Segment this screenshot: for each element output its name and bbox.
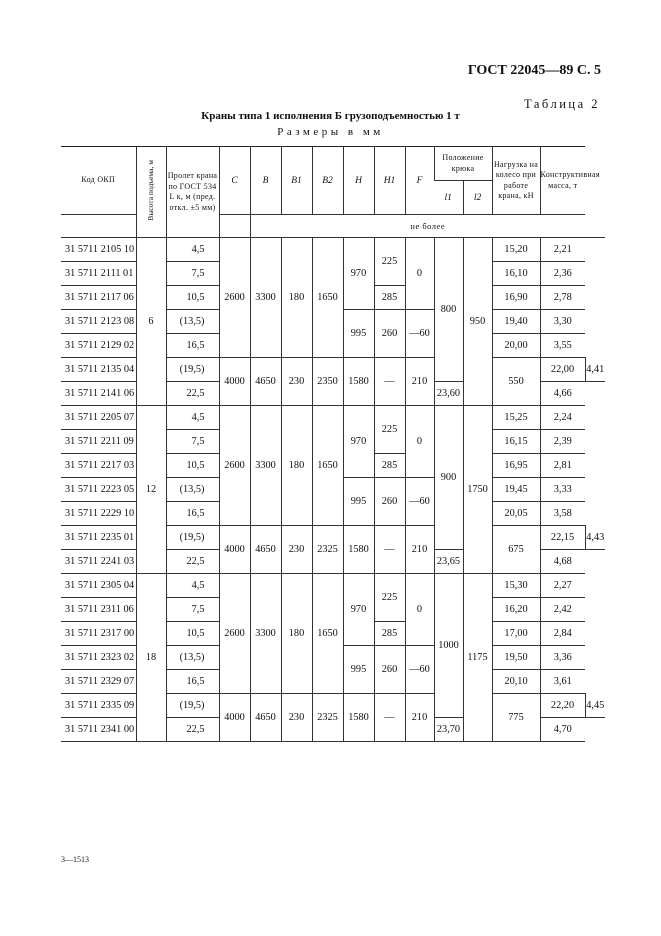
- value-H1: 225: [374, 238, 405, 286]
- design-mass: 4,68: [540, 550, 585, 574]
- okp-code: 31 5711 2305 04: [61, 574, 136, 598]
- wheel-load: 16,95: [492, 454, 540, 478]
- wheel-load: 17,00: [492, 622, 540, 646]
- page-footer: 3—1513: [61, 855, 89, 864]
- value-H1: 260: [374, 310, 405, 358]
- table-row: [61, 406, 605, 430]
- wheel-load: 20,10: [492, 670, 540, 694]
- col-wheel-load: Нагрузка на колесо при работе крана, кН: [492, 147, 540, 215]
- value-H1: 260: [374, 646, 405, 694]
- design-mass: 3,33: [540, 478, 585, 502]
- value-l1: 775: [492, 694, 540, 742]
- value-l2: 1750: [463, 406, 492, 574]
- value-H1: 260: [374, 478, 405, 526]
- value-C: 2600: [219, 238, 250, 358]
- value-B2: 2325: [312, 694, 343, 742]
- value-l1: 675: [492, 526, 540, 574]
- value-F: 210: [405, 526, 434, 574]
- design-mass: 4,70: [540, 718, 585, 742]
- design-mass: 2,42: [540, 598, 585, 622]
- value-F: 0: [405, 574, 434, 646]
- wheel-load: 19,50: [492, 646, 540, 670]
- okp-code: 31 5711 2123 08: [61, 310, 136, 334]
- design-mass: 2,36: [540, 262, 585, 286]
- design-mass: 3,30: [540, 310, 585, 334]
- header-spacer: [61, 215, 136, 238]
- design-mass: 2,24: [540, 406, 585, 430]
- design-mass: 4,43: [585, 526, 605, 550]
- value-B1: 180: [281, 574, 312, 694]
- okp-code: 31 5711 2329 07: [61, 670, 136, 694]
- value-H1: —: [374, 526, 405, 574]
- value-F: 210: [405, 694, 434, 742]
- col-span: Пролет крана по ГОСТ 534 L к, м (пред. откл. ±5 мм): [166, 147, 219, 238]
- value-F: —60: [405, 646, 434, 694]
- wheel-load: 20,00: [492, 334, 540, 358]
- col-H: H: [343, 147, 374, 215]
- design-mass: 4,45: [585, 694, 605, 718]
- wheel-load: 16,20: [492, 598, 540, 622]
- value-l1: 1000: [434, 574, 463, 718]
- okp-code: 31 5711 2341 00: [61, 718, 136, 742]
- not-more-label: не более: [250, 215, 605, 238]
- okp-code: 31 5711 2335 09: [61, 694, 136, 718]
- value-C: 4000: [219, 526, 250, 574]
- col-C: C: [219, 147, 250, 215]
- value-B2: 2350: [312, 358, 343, 406]
- wheel-load: 16,15: [492, 430, 540, 454]
- okp-code: 31 5711 2135 04: [61, 358, 136, 382]
- design-mass: 2,78: [540, 286, 585, 310]
- table-subtitle: Размеры в мм: [277, 126, 384, 138]
- value-B: 4650: [250, 358, 281, 406]
- value-H1: 225: [374, 574, 405, 622]
- value-B: 4650: [250, 694, 281, 742]
- wheel-load: 22,00: [540, 358, 585, 382]
- crane-span: 22,5: [166, 718, 219, 742]
- design-mass: 4,66: [540, 382, 585, 406]
- value-H: 995: [343, 310, 374, 358]
- design-mass: 2,81: [540, 454, 585, 478]
- design-mass: 2,27: [540, 574, 585, 598]
- design-mass: 4,41: [585, 358, 605, 382]
- value-l1: 900: [434, 406, 463, 550]
- value-B1: 230: [281, 358, 312, 406]
- crane-span: (13,5): [166, 310, 219, 334]
- value-l2: 950: [463, 238, 492, 406]
- crane-span: 10,5: [166, 622, 219, 646]
- value-F: —60: [405, 310, 434, 358]
- col-l1: l1: [434, 181, 463, 215]
- value-H1: 285: [374, 286, 405, 310]
- crane-span: (13,5): [166, 478, 219, 502]
- value-H: 1580: [343, 358, 374, 406]
- value-H: 995: [343, 478, 374, 526]
- wheel-load: 15,20: [492, 238, 540, 262]
- value-C: 4000: [219, 358, 250, 406]
- crane-span: 4,5: [166, 238, 219, 262]
- value-l2: 1175: [463, 574, 492, 742]
- wheel-load: 16,10: [492, 262, 540, 286]
- design-mass: 3,58: [540, 502, 585, 526]
- crane-span: 22,5: [166, 382, 219, 406]
- wheel-load: 20,05: [492, 502, 540, 526]
- okp-code: 31 5711 2129 02: [61, 334, 136, 358]
- table-label: Таблица 2: [524, 97, 600, 111]
- col-B2: B2: [312, 147, 343, 215]
- okp-code: 31 5711 2141 06: [61, 382, 136, 406]
- wheel-load: 23,65: [434, 550, 463, 574]
- value-B: 3300: [250, 406, 281, 526]
- wheel-load: 22,20: [540, 694, 585, 718]
- col-height: [136, 147, 166, 238]
- okp-code: 31 5711 2229 10: [61, 502, 136, 526]
- wheel-load: 15,25: [492, 406, 540, 430]
- value-H: 970: [343, 406, 374, 478]
- col-code: Код ОКП: [61, 147, 136, 215]
- value-H1: 285: [374, 622, 405, 646]
- crane-span: 10,5: [166, 454, 219, 478]
- wheel-load: 19,40: [492, 310, 540, 334]
- wheel-load: 22,15: [540, 526, 585, 550]
- table-title: Краны типа 1 исполнения Б грузоподъемностью 1 т: [201, 110, 460, 122]
- crane-span: 7,5: [166, 598, 219, 622]
- crane-span: 4,5: [166, 406, 219, 430]
- value-B: 4650: [250, 526, 281, 574]
- value-F: 210: [405, 358, 434, 406]
- okp-code: 31 5711 2241 03: [61, 550, 136, 574]
- col-B1: B1: [281, 147, 312, 215]
- value-H1: 225: [374, 406, 405, 454]
- col-H1: H1: [374, 147, 405, 215]
- wheel-load: 19,45: [492, 478, 540, 502]
- value-F: —60: [405, 478, 434, 526]
- crane-span: 16,5: [166, 334, 219, 358]
- value-B1: 230: [281, 694, 312, 742]
- wheel-load: 23,70: [434, 718, 463, 742]
- standard-header: ГОСТ 22045—89 С. 5: [467, 63, 601, 78]
- crane-span: 16,5: [166, 670, 219, 694]
- design-mass: 2,84: [540, 622, 585, 646]
- okp-code: 31 5711 2111 01: [61, 262, 136, 286]
- okp-code: 31 5711 2105 10: [61, 238, 136, 262]
- okp-code: 31 5711 2117 06: [61, 286, 136, 310]
- lift-height: 6: [136, 238, 166, 406]
- crane-span: 22,5: [166, 550, 219, 574]
- crane-span: 10,5: [166, 286, 219, 310]
- value-B2: 1650: [312, 406, 343, 526]
- lift-height: 18: [136, 574, 166, 742]
- okp-code: 31 5711 2223 05: [61, 478, 136, 502]
- okp-code: 31 5711 2317 00: [61, 622, 136, 646]
- crane-span: 16,5: [166, 502, 219, 526]
- table-row: [61, 238, 605, 262]
- okp-code: 31 5711 2205 07: [61, 406, 136, 430]
- crane-span: 7,5: [166, 430, 219, 454]
- design-mass: 2,39: [540, 430, 585, 454]
- value-l1: 550: [492, 358, 540, 406]
- crane-span: (19,5): [166, 694, 219, 718]
- value-C: 2600: [219, 406, 250, 526]
- value-H: 1580: [343, 694, 374, 742]
- crane-table: [61, 146, 605, 742]
- value-H: 995: [343, 646, 374, 694]
- crane-span: (19,5): [166, 358, 219, 382]
- col-mass: Конструктивная масса, т: [540, 147, 585, 215]
- okp-code: 31 5711 2217 03: [61, 454, 136, 478]
- value-H1: 285: [374, 454, 405, 478]
- value-H: 1580: [343, 526, 374, 574]
- lift-height: 12: [136, 406, 166, 574]
- value-l1: 800: [434, 238, 463, 382]
- col-l2: l2: [463, 181, 492, 215]
- value-F: 0: [405, 238, 434, 310]
- design-mass: 2,21: [540, 238, 585, 262]
- value-H: 970: [343, 574, 374, 646]
- value-H1: —: [374, 694, 405, 742]
- value-B2: 1650: [312, 238, 343, 358]
- design-mass: 3,55: [540, 334, 585, 358]
- design-mass: 3,36: [540, 646, 585, 670]
- value-H: 970: [343, 238, 374, 310]
- value-B1: 180: [281, 238, 312, 358]
- crane-span: (19,5): [166, 526, 219, 550]
- col-height-label: Высота подъема, м: [146, 160, 155, 221]
- okp-code: 31 5711 2211 09: [61, 430, 136, 454]
- value-F: 0: [405, 406, 434, 478]
- value-C: 4000: [219, 694, 250, 742]
- col-F: F: [405, 147, 434, 215]
- table-row: [61, 574, 605, 598]
- value-C: 2600: [219, 574, 250, 694]
- value-B2: 2325: [312, 526, 343, 574]
- value-B: 3300: [250, 238, 281, 358]
- okp-code: 31 5711 2235 01: [61, 526, 136, 550]
- value-B1: 180: [281, 406, 312, 526]
- crane-span: 7,5: [166, 262, 219, 286]
- okp-code: 31 5711 2311 06: [61, 598, 136, 622]
- wheel-load: 16,90: [492, 286, 540, 310]
- value-H1: —: [374, 358, 405, 406]
- header-spacer-c: [219, 215, 250, 238]
- col-B: B: [250, 147, 281, 215]
- wheel-load: 23,60: [434, 382, 463, 406]
- value-B2: 1650: [312, 574, 343, 694]
- col-hook-position: Положение крюка: [434, 147, 492, 181]
- value-B: 3300: [250, 574, 281, 694]
- wheel-load: 15,30: [492, 574, 540, 598]
- design-mass: 3,61: [540, 670, 585, 694]
- value-B1: 230: [281, 526, 312, 574]
- crane-span: 4,5: [166, 574, 219, 598]
- okp-code: 31 5711 2323 02: [61, 646, 136, 670]
- crane-span: (13,5): [166, 646, 219, 670]
